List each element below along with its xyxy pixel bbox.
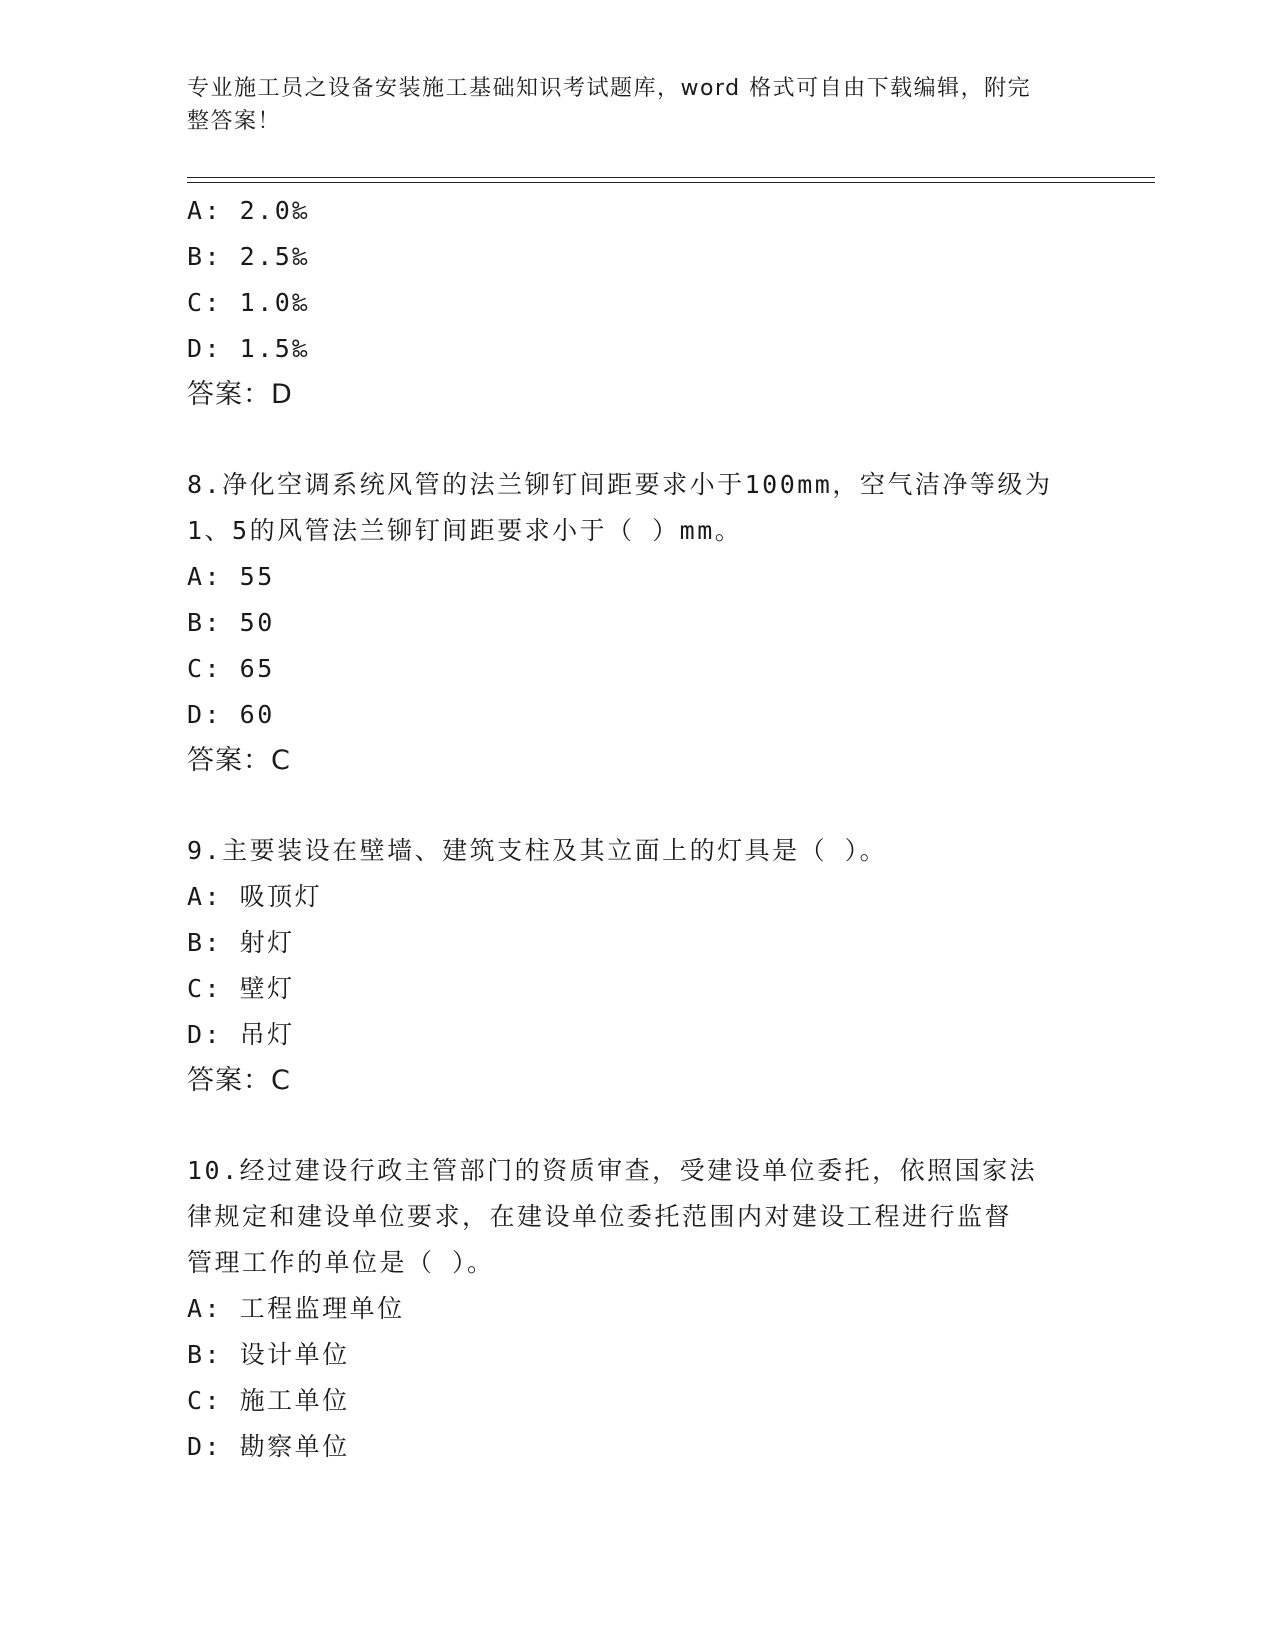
question-9 — [187, 828, 1087, 1104]
question-10 — [187, 1148, 1087, 1470]
spacer — [187, 1104, 1087, 1148]
option-b: B: 2.5‰ — [187, 242, 310, 271]
option-a: A: 2.0‰ — [187, 196, 310, 225]
option-a: A: 吸顶灯 — [187, 882, 323, 911]
answer: 答案：C — [187, 1065, 291, 1096]
question-stem: 律规定和建设单位要求，在建设单位委托范围内对建设工程进行监督 — [187, 1202, 1013, 1231]
header-line-2: 整答案！ — [187, 109, 282, 134]
question-stem: 10.经过建设行政主管部门的资质审查，受建设单位委托，依照国家法 — [187, 1156, 1038, 1185]
header-rule-bottom — [187, 182, 1155, 183]
option-c: C: 1.0‰ — [187, 288, 310, 317]
header-line-1: 专业施工员之设备安装施工基础知识考试题库，word 格式可自由下载编辑，附完 — [187, 76, 1032, 101]
option-a: A: 工程监理单位 — [187, 1294, 405, 1323]
answer: 答案：D — [187, 379, 293, 410]
option-b: B: 设计单位 — [187, 1340, 350, 1369]
question-stem: 9.主要装设在壁墙、建筑支柱及其立面上的灯具是（ ）。 — [187, 836, 888, 865]
question-7 — [187, 188, 1087, 418]
option-d: D: 吊灯 — [187, 1020, 295, 1049]
question-stem: 管理工作的单位是（ ）。 — [187, 1248, 495, 1277]
option-b: B: 50 — [187, 608, 275, 637]
option-c: C: 65 — [187, 654, 275, 683]
option-d: D: 60 — [187, 700, 275, 729]
question-list — [187, 188, 1087, 1470]
question-stem: 1、5的风管法兰铆钉间距要求小于（ ）mm。 — [187, 516, 743, 545]
answer: 答案：C — [187, 745, 291, 776]
option-c: C: 施工单位 — [187, 1386, 350, 1415]
option-d: D: 1.5‰ — [187, 334, 310, 363]
option-d: D: 勘察单位 — [187, 1432, 350, 1461]
header-rule-top — [187, 177, 1155, 178]
question-stem: 8.净化空调系统风管的法兰铆钉间距要求小于100mm，空气洁净等级为 — [187, 470, 1053, 499]
option-c: C: 壁灯 — [187, 974, 295, 1003]
question-8 — [187, 462, 1087, 784]
document-header — [187, 72, 1067, 138]
spacer — [187, 784, 1087, 828]
spacer — [187, 418, 1087, 462]
option-b: B: 射灯 — [187, 928, 295, 957]
option-a: A: 55 — [187, 562, 275, 591]
